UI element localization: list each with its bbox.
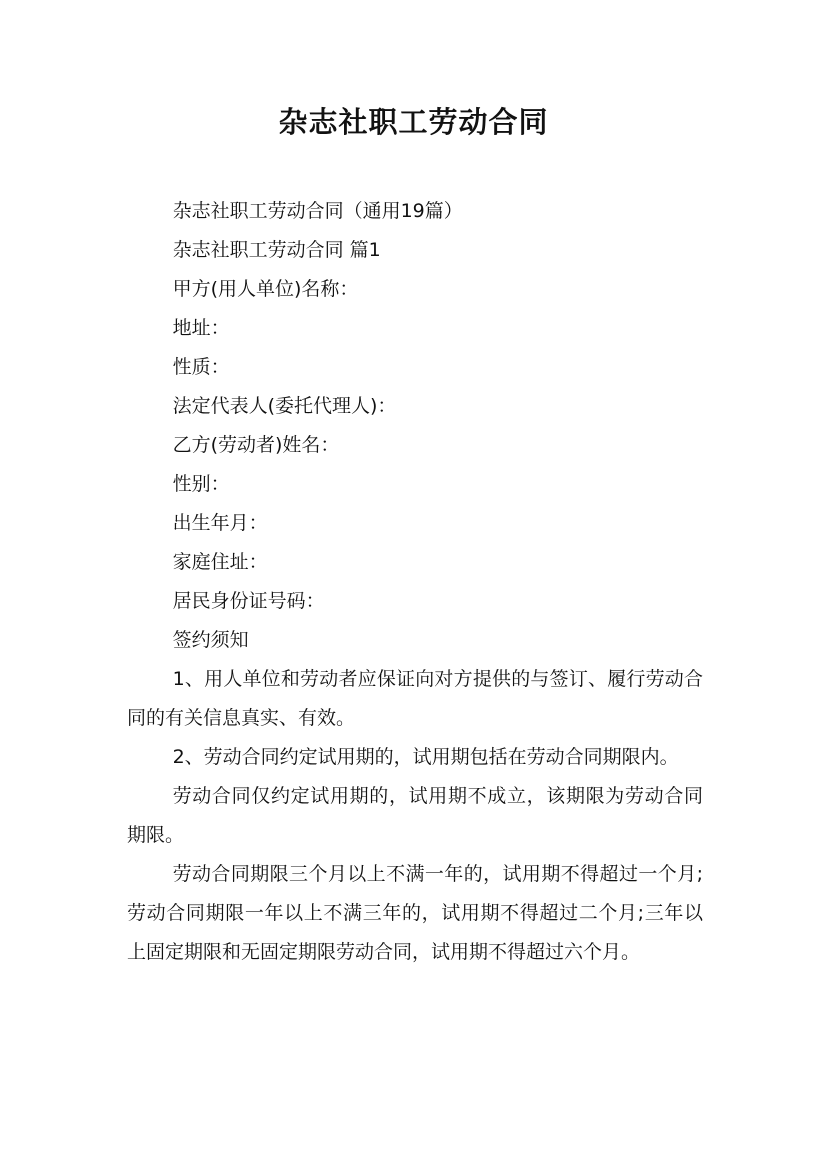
nature-field: 性质： [172,356,230,378]
address-field: 地址： [172,317,230,339]
party-b-name-field: 乙方(劳动者)姓名： [172,434,340,456]
legal-representative-field: 法定代表人(委托代理人)： [172,395,397,417]
document-body [127,192,703,972]
notice-paragraph-3: 劳动合同仅约定试用期的，试用期不成立，该期限为劳动合同期限。 [127,785,703,846]
gender-field: 性别： [172,473,230,495]
notice-paragraph-1: 1、用人单位和劳动者应保证向对方提供的与签订、履行劳动合同的有关信息真实、有效。 [127,668,703,729]
document-title: 杂志社职工劳动合同 [278,105,549,139]
signing-notice-heading: 签约须知 [172,629,249,651]
notice-paragraph-4: 劳动合同期限三个月以上不满一年的，试用期不得超过一个月;劳动合同期限一年以上不满三年的，试用期不得超过二个月;三年以上固定期限和无固定期限劳动合同，试用期不得超过六个月。 [127,863,703,963]
birth-date-field: 出生年月： [172,512,268,534]
section-heading: 杂志社职工劳动合同 篇1 [172,239,381,261]
notice-paragraph-2: 2、劳动合同约定试用期的，试用期包括在劳动合同期限内。 [172,746,679,768]
subtitle: 杂志社职工劳动合同（通用19篇） [172,200,463,222]
home-address-field: 家庭住址： [172,551,268,573]
party-a-name-field: 甲方(用人单位)名称： [172,278,359,300]
id-number-field: 居民身份证号码： [172,590,325,612]
